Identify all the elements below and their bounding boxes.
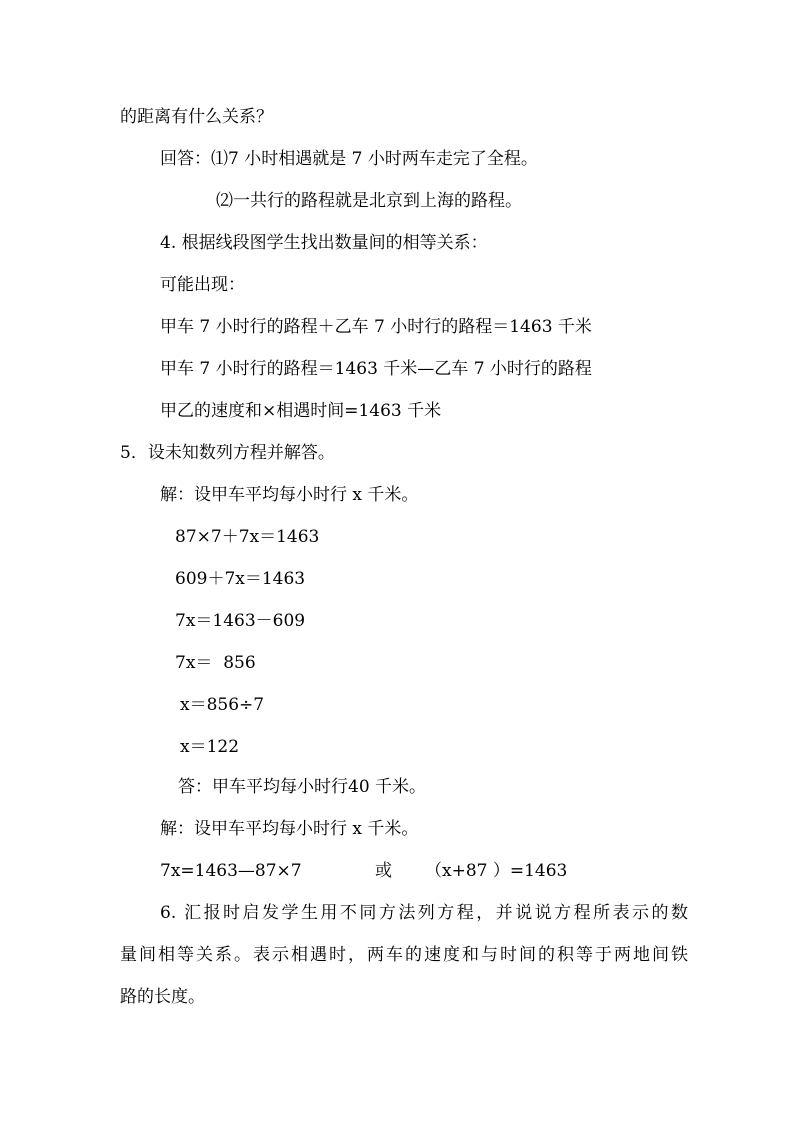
equation-step: x＝856÷7: [180, 695, 265, 715]
paragraph-step-6-line-1: 6. 汇报时启发学生用不同方法列方程，并说说方程所表示的数: [160, 903, 688, 923]
heading-step-5: 5．设未知数列方程并解答。: [120, 443, 335, 463]
text-line-answer-1: 回答：⑴7 小时相遇就是 7 小时两车走完了全程。: [160, 149, 538, 169]
text-line-possible: 可能出现：: [160, 275, 245, 295]
equation-alt-2: （x+87 ）=1463: [425, 861, 568, 881]
equation-step: 87×7＋7x＝1463: [175, 527, 320, 547]
equation-or: 或: [375, 861, 392, 881]
equation-step: 609＋7x＝1463: [175, 569, 306, 589]
equation-step: 7x＝1463－609: [175, 611, 306, 631]
solution-intro-2: 解：设甲车平均每小时行 x 千米。: [160, 819, 419, 839]
equation-relation-1: 甲车 7 小时行的路程＋乙车 7 小时行的路程＝1463 千米: [160, 317, 592, 337]
text-line-answer-2: ⑵一共行的路程就是北京到上海的路程。: [216, 191, 522, 211]
equation-step: 7x＝ 856: [175, 653, 256, 673]
equation-alt-1: 7x=1463—87×7: [160, 861, 302, 881]
equation-relation-2: 甲车 7 小时行的路程＝1463 千米—乙车 7 小时行的路程: [160, 359, 592, 379]
text-line-continuation: 的距离有什么关系？: [120, 107, 273, 127]
equation-step: x＝122: [180, 737, 240, 757]
heading-step-4: 4. 根据线段图学生找出数量间的相等关系：: [160, 233, 488, 253]
answer-line: 答：甲车平均每小时行40 千米。: [178, 777, 427, 797]
paragraph-step-6-line-3: 路的长度。: [120, 987, 205, 1007]
equation-relation-3: 甲乙的速度和×相遇时间=1463 千米: [160, 401, 442, 421]
solution-intro-1: 解：设甲车平均每小时行 x 千米。: [160, 485, 419, 505]
paragraph-step-6-line-2: 量间相等关系。表示相遇时，两车的速度和与时间的积等于两地间铁: [120, 945, 688, 965]
